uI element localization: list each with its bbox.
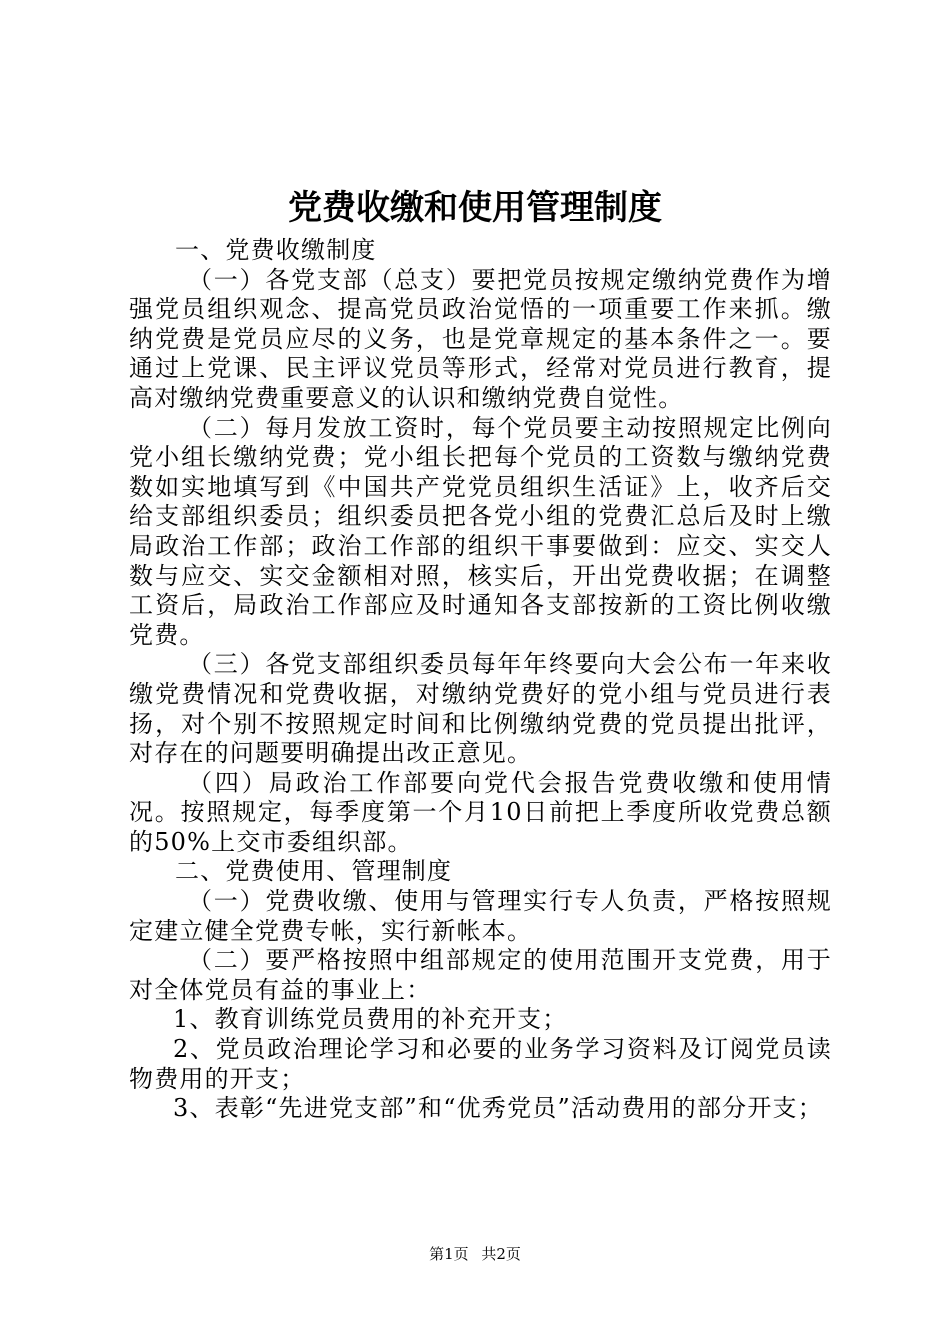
paragraph: （二）每月发放工资时，每个党员要主动按照规定比例向党小组长缴纳党费；党小组长把每个党员的工资数与缴纳党费数如实地填写到《中国共产党党员组织生活证》上，收齐后交给支部组织委员；组织委员把各党小组的党费汇总后及时上缴局政治工作部；政治工作部的组织干事要做到：应交、实交人数与应交、实交金额相对照，核实后，开出党费收据；在调整工资后，局政治工作部应及时通知各支部按新的工资比例收缴党费。 xyxy=(129,413,832,649)
document-body xyxy=(129,236,832,1124)
numbered-item: 2、党员政治理论学习和必要的业务学习资料及订阅党员读物费用的开支； xyxy=(129,1035,832,1093)
section-heading: 一、党费收缴制度 xyxy=(175,236,377,264)
page-number: 第1页 xyxy=(429,1245,469,1263)
paragraph: （三）各党支部组织委员每年年终要向大会公布一年来收缴党费情况和党费收据，对缴纳党费好的党小组与党员进行表扬，对个别不按照规定时间和比例缴纳党费的党员提出批评，对存在的问题要明确提出改正意见。 xyxy=(129,650,832,768)
paragraph: （四）局政治工作部要向党代会报告党费收缴和使用情况。按照规定，每季度第一个月10日前把上季度所收党费总额的50%上交市委组织部。 xyxy=(129,768,832,856)
document-title: 党费收缴和使用管理制度 xyxy=(288,188,662,228)
paragraph: （一）党费收缴、使用与管理实行专人负责，严格按照规定建立健全党费专帐，实行新帐本。 xyxy=(129,887,832,945)
numbered-item: 1、教育训练党员费用的补充开支； xyxy=(173,1005,568,1034)
section-heading: 二、党费使用、管理制度 xyxy=(175,857,453,886)
page-footer xyxy=(0,1244,950,1264)
paragraph: （一）各党支部（总支）要把党员按规定缴纳党费作为增强党员组织观念、提高党员政治觉悟的一项重要工作来抓。缴纳党费是党员应尽的义务，也是党章规定的基本条件之一。要通过上党课、民主评议党员等形式，经常对党员进行教育，提高对缴纳党费重要意义的认识和缴纳党费自觉性。 xyxy=(129,265,832,412)
page-count: 共2页 xyxy=(481,1245,521,1263)
numbered-item: 3、表彰“先进党支部”和“优秀党员”活动费用的部分开支； xyxy=(173,1094,823,1123)
paragraph: （二）要严格按照中组部规定的使用范围开支党费，用于对全体党员有益的事业上： xyxy=(129,946,832,1004)
